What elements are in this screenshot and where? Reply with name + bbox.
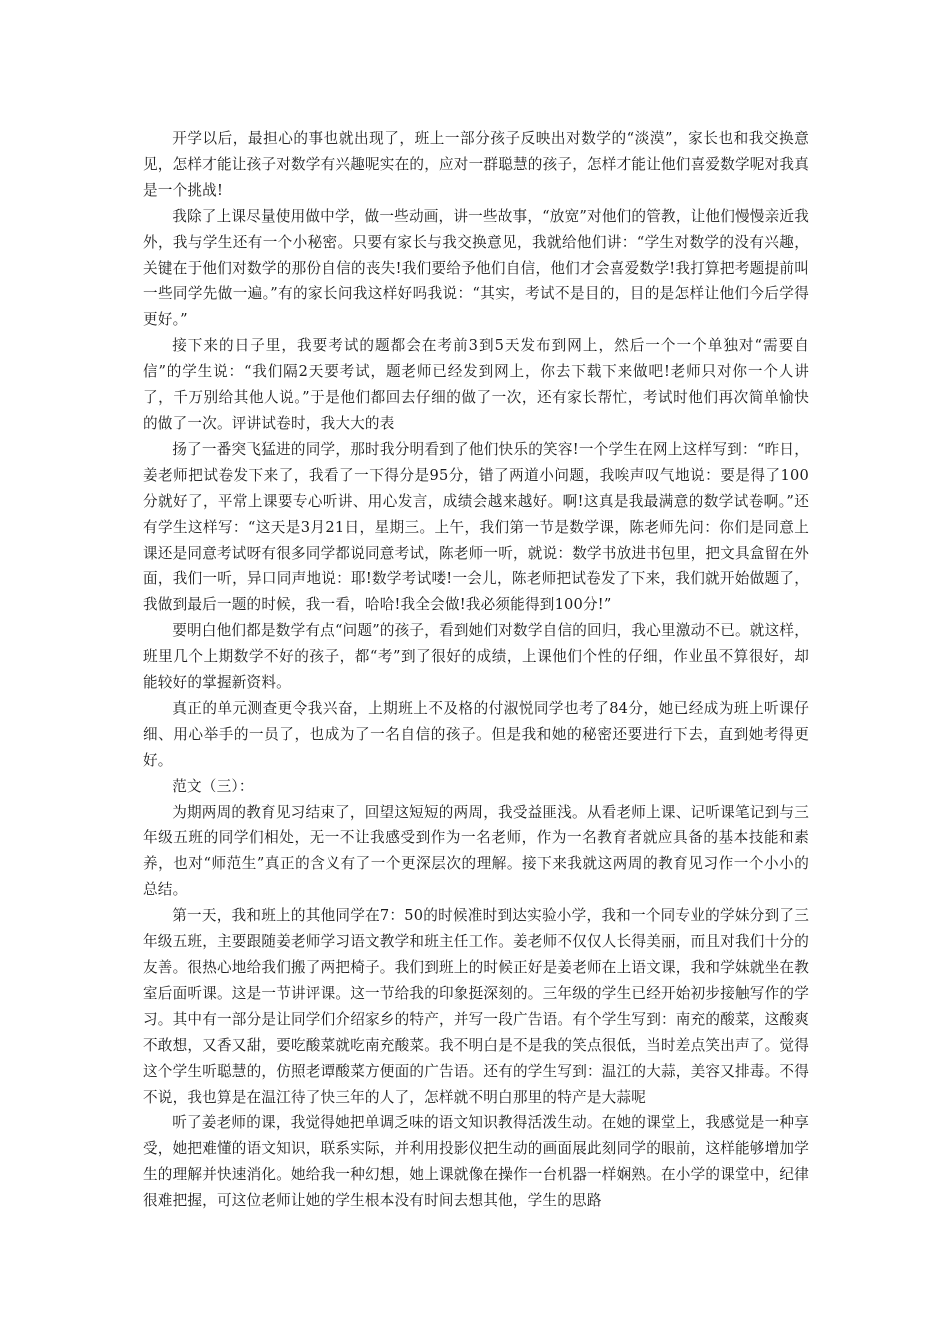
paragraph-3: 接下来的日子里，我要考试的题都会在考前3到5天发布到网上，然后一个一个单独对“需要自信”的学生说：“我们隔2天要考试，题老师已经发到网上，你去下载下来做吧!老师只对你一个人讲了，千万别给其他人说。”于是他们都回去仔细的做了一次，还有家长帮忙，考试时他们再次简单愉快的做了一次。评讲试卷时，我大大的表: [143, 337, 809, 432]
paragraph-8: 第一天，我和班上的其他同学在7：50的时候准时到达实验小学，我和一个同专业的学妹分到了三年级五班，主要跟随姜老师学习语文教学和班主任工作。姜老师不仅仅人长得美丽，而且对我们十分的友善。很热心地给我们搬了两把椅子。我们到班上的时候正好是姜老师在上语文课，我和学妹就坐在教室后面听课。这是一节讲评课。这一节给我的印象挺深刻的。三年级的学生已经开始初步接触写作的学习。其中有一部分是让同学们介绍家乡的特产，并写一段广告语。有个学生写到：南充的酸菜，这酸爽不敢想，又香又甜，要吃酸菜就吃南充酸菜。我不明白是不是我的笑点很低，当时差点笑出声了。觉得这个学生听聪慧的，仿照老谭酸菜方便面的广告语。还有的学生写到：温江的大蒜，美容又排毒。不得不说，我也算是在温江待了快三年的人了，怎样就不明白那里的特产是大蒜呢: [143, 907, 809, 1106]
paragraph-1: 开学以后，最担心的事也就出现了，班上一部分孩子反映出对数学的“淡漠”，家长也和我交换意见，怎样才能让孩子对数学有兴趣呢实在的，应对一群聪慧的孩子，怎样才能让他们喜爱数学呢对我真是一个挑战!: [143, 130, 809, 199]
paragraph-5: 要明白他们都是数学有点“问题”的孩子，看到她们对数学自信的回归，我心里激动不已。就这样，班里几个上期数学不好的孩子，都“考”到了很好的成绩，上课他们个性的仔细，作业虽不算很好，却能较好的掌握新资料。: [143, 622, 809, 692]
section-heading-fanwen-3: 范文（三）：: [172, 777, 254, 795]
paragraph-2: 我除了上课尽量使用做中学，做一些动画，讲一些故事，“放宽”对他们的管教，让他们慢慢亲近我外，我与学生还有一个小秘密。只要有家长与我交换意见，我就给他们讲：“学生对数学的没有兴趣，关键在于他们对数学的那份自信的丧失!我们要给予他们自信，他们才会喜爱数学!我打算把考题提前叫一些同学先做一遍。”有的家长问我这样好吗我说：“其实，考试不是目的，目的是怎样让他们今后学得更好。”: [143, 207, 809, 329]
document-body: [143, 126, 809, 1214]
paragraph-9: 听了姜老师的课，我觉得她把单调乏味的语文知识教得活泼生动。在她的课堂上，我感觉是一种享受，她把难懂的语文知识，联系实际，并利用投影仪把生动的画面展此刻同学的眼前，这样能够增加学生的理解并快速消化。她给我一种幻想，她上课就像在操作一台机器一样娴熟。在小学的课堂中，纪律很难把握，可这位老师让她的学生根本没有时间去想其他，学生的思路: [143, 1114, 809, 1210]
paragraph-4: 扬了一番突飞猛进的同学，那时我分明看到了他们快乐的笑容!一个学生在网上这样写到：“昨日，姜老师把试卷发下来了，我看了一下得分是95分，错了两道小问题，我唉声叹气地说：要是得了100分就好了，平常上课要专心听讲、用心发言，成绩会越来越好。啊!这真是我最满意的数学试卷啊。”还有学生这样写：“这天是3月21日，星期三。上午，我们第一节是数学课，陈老师先问：你们是同意上课还是同意考试呀有很多同学都说同意考试，陈老师一听，就说：数学书放进书包里，把文具盒留在外面，我们一听，异口同声地说：耶!数学考试喽!一会儿，陈老师把试卷发了下来，我们就开始做题了，我做到最后一题的时候，我一看，哈哈!我全会做!我必须能得到100分!”: [143, 440, 809, 614]
paragraph-6: 真正的单元测查更令我兴奋，上期班上不及格的付淑悦同学也考了84分，她已经成为班上听课仔细、用心举手的一员了，也成为了一名自信的孩子。但是我和她的秘密还要进行下去，直到她考得更好。: [143, 699, 809, 769]
paragraph-7: 为期两周的教育见习结束了，回望这短短的两周，我受益匪浅。从看老师上课、记听课笔记到与三年级五班的同学们相处，无一不让我感受到作为一名老师，作为一名教育者就应具备的基本技能和素养，也对“师范生”真正的含义有了一个更深层次的理解。接下来我就这两周的教育见习作一个小小的总结。: [143, 803, 809, 899]
